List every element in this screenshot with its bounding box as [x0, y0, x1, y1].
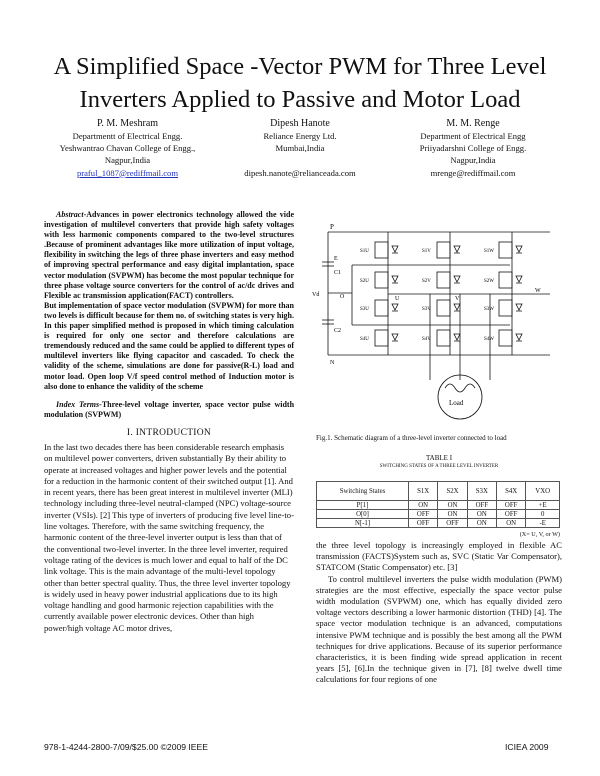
switch-label: S2W	[484, 279, 494, 284]
abstract-continued: But implementation of space vector modulation (SVPWM) for more than two levels is difficult because for them no. of switching states is very high. In this paper simplified method is proposed in which timing calculation is required for only one sector and therefore calculations are tremendously reduced and the same could be applied to different types of multilevel inverters like flying capacitor and cascaded. To check the validity of the scheme, simulations are done for passive(R-L) load and motor load. Open loop V/f speed control method of Induction motor is also done to enhance the validity of the scheme	[44, 300, 294, 391]
author-email-link[interactable]: praful_1087@rediffmail.com	[76, 167, 179, 178]
table-cell: P[1]	[317, 501, 409, 510]
index-terms	[44, 400, 294, 420]
author-email: mrenge@rediffmail.com	[430, 167, 516, 178]
author-affiliation-line: Mumbai,India	[275, 143, 325, 154]
index-terms-label: Index Terms	[56, 399, 100, 409]
switch-label: S3U	[360, 307, 369, 312]
table-subtitle: SWITCHING STATES OF A THREE LEVEL INVERTER	[379, 463, 499, 469]
table-header-cell: S4X	[496, 482, 525, 501]
author-affiliation-line: Nagpur,India	[104, 155, 151, 166]
switch-label: S3W	[484, 307, 494, 312]
switch-label: S2U	[360, 279, 369, 284]
label-vd: Vd	[312, 292, 320, 298]
table-header-cell: S2X	[438, 482, 467, 501]
table-cell: OFF	[467, 501, 496, 510]
switch-label: S4W	[484, 337, 494, 342]
table-cell: N[-1]	[317, 519, 409, 528]
author-block-3	[382, 117, 564, 179]
switching-states-table	[316, 481, 560, 528]
label-w: W	[535, 288, 541, 294]
switch-label: S1W	[484, 249, 494, 254]
table-cell: +E	[526, 501, 560, 510]
table-cell: OFF	[496, 510, 525, 519]
author-affiliation-line: Departmentt of Electrical Engg.	[72, 131, 183, 141]
abstract	[44, 210, 294, 301]
table-cell: ON	[467, 519, 496, 528]
right-column-text	[316, 540, 562, 686]
table-header-cell: S1X	[409, 482, 438, 501]
figure-caption: Fig.1. Schematic diagram of a three-level inverter connected to load	[316, 434, 507, 442]
switch-label: S1V	[422, 249, 431, 254]
author-affiliation-line: Department of Electrical Engg	[420, 131, 526, 141]
table-cell: ON	[438, 510, 467, 519]
section-heading-introduction: I. INTRODUCTION	[126, 427, 212, 438]
table-header-cell: Switching States	[317, 482, 409, 501]
table-cell: ON	[438, 501, 467, 510]
table-cell: O[0]	[317, 510, 409, 519]
switch-label: S3V	[422, 307, 431, 312]
table-cell: ON	[467, 510, 496, 519]
author-name: P. M. Meshram	[96, 118, 159, 129]
table-header-cell: S3X	[467, 482, 496, 501]
author-affiliation-line: Priiyadarshni College of Engg.	[419, 143, 527, 154]
table-cell: OFF	[409, 510, 438, 519]
table-row	[317, 501, 560, 510]
switch-label: S1U	[360, 249, 369, 254]
inverter-schematic-figure	[310, 220, 568, 425]
paragraph: the three level topology is increasingly employed in flexible AC transmission (FACTS)System such as, SVC (Static Var Compensator), STATCOM (Static Compensator) etc. [3]	[316, 540, 562, 573]
table-title: TABLE I	[425, 454, 453, 462]
switch-label: S2V	[422, 279, 431, 284]
table-cell: 0	[526, 510, 560, 519]
label-c2: C2	[334, 328, 342, 334]
label-e1: E	[334, 256, 338, 262]
table-header-row	[317, 482, 560, 501]
table-cell: ON	[496, 519, 525, 528]
author-block-1	[40, 117, 215, 179]
author-name: Dipesh Hanote	[270, 118, 330, 129]
table-note: (X= U, V, or W)	[519, 531, 560, 538]
label-o: O	[340, 294, 345, 300]
abstract-text: -Advances in power electronics technology allowed the vide investigation of multilevel converters that provide high safety voltages with less harmonic components compared to the two-level structures .Because of prominent advantages like more utilization of input voltage, flexibility in switching the legs of three phase inverters and easy method of improving spectral performance and easy digital implantation, space vector modulation (SVPWM) has become the most popular technique for three phase voltage source converters for the control of ac/dc drives and Flexible ac transmission application(FACT) controllers.	[44, 210, 294, 300]
author-affiliation-line: Yeshwantrao Chavan College of Engg.,	[59, 143, 196, 154]
table-header-cell: VXO	[526, 482, 560, 501]
author-email: dipesh.nanote@relianceada.com	[244, 167, 356, 178]
table-row	[317, 510, 560, 519]
table-cell: OFF	[409, 519, 438, 528]
footer-conference: ICIEA 2009	[505, 742, 549, 752]
table-cell: ON	[409, 501, 438, 510]
author-affiliation-line: Nagpur,India	[450, 155, 496, 166]
index-terms-text: -Three-level voltage inverter, space vector pulse width modulation (SVPWM)	[44, 399, 295, 419]
author-affiliation-line: Reliance Energy Ltd.	[263, 131, 337, 141]
switch-label: S4U	[360, 337, 369, 342]
footer-copyright: 978-1-4244-2800-7/09/$25.00 ©2009 IEEE	[44, 742, 209, 752]
label-v: V	[455, 296, 460, 302]
label-c1: C1	[334, 270, 342, 276]
paper-title: A Simplified Space -Vector PWM for Three Level Inverters Applied to Passive and Motor Load	[53, 53, 547, 113]
author-block-2	[210, 117, 390, 179]
abstract-label: Abstract	[56, 210, 84, 219]
paragraph: To control multilevel inverters the pulse width modulation (PWM) strategies are the most effective, especially the space vector pulse width modulation (SVPWM) one, which has equally divided zero voltage vectors describing a lower harmonic distortion (THD) [4]. The space vector modulation technique is an advanced, computations intensive PWM technique and is possibly the best among all the PWM techniques for drive applications. Because of its superior performance characteristics, it is been finding wide spread application in recent years [5], [6].In the technique given in [7], [8] twelve dwell time calculations for four regions of one	[316, 573, 562, 685]
left-column	[44, 210, 294, 634]
table-row	[317, 519, 560, 528]
table-cell: OFF	[438, 519, 467, 528]
table-cell: -E	[526, 519, 560, 528]
table-title-block	[316, 455, 562, 470]
author-name: M. M. Renge	[446, 118, 500, 129]
switch-label: S4V	[422, 337, 431, 342]
introduction-text: In the last two decades there has been considerable research emphasis on multilevel power converters, driven substantially By their ability to operate at increased voltages and higher power levels and the potential for a reduction in the harmonic content of their switched output [1]. And in recent years, there has been great interest in multilevel inverter (MLI) technology including three-level neutral-clamped (NPC) voltage-source inverter (VSIs). [2] This type of inverters of producing five level line-to-line voltages. Therefore, with the same switching frequency, the harmonic content of the three-level inverter output is less than that of the conventional two-level inverter. In the three level inverter, required voltage rating of the devices is much lower and equal to half of the DC link voltage. This is the main advantage of the multi-level topology other than better spectral quality. Thus, the three level inverter topology is widely used in heavy power industrial applications due to its high voltage handling and good harmonic rejection capabilities with the currently available power electronic devices. Other than high power/high voltage AC motor drives,	[44, 441, 294, 633]
label-n: N	[330, 360, 335, 366]
table-cell: OFF	[496, 501, 525, 510]
label-u: U	[395, 296, 400, 302]
label-p: P	[330, 223, 334, 231]
label-motor-load: Load	[449, 399, 464, 407]
